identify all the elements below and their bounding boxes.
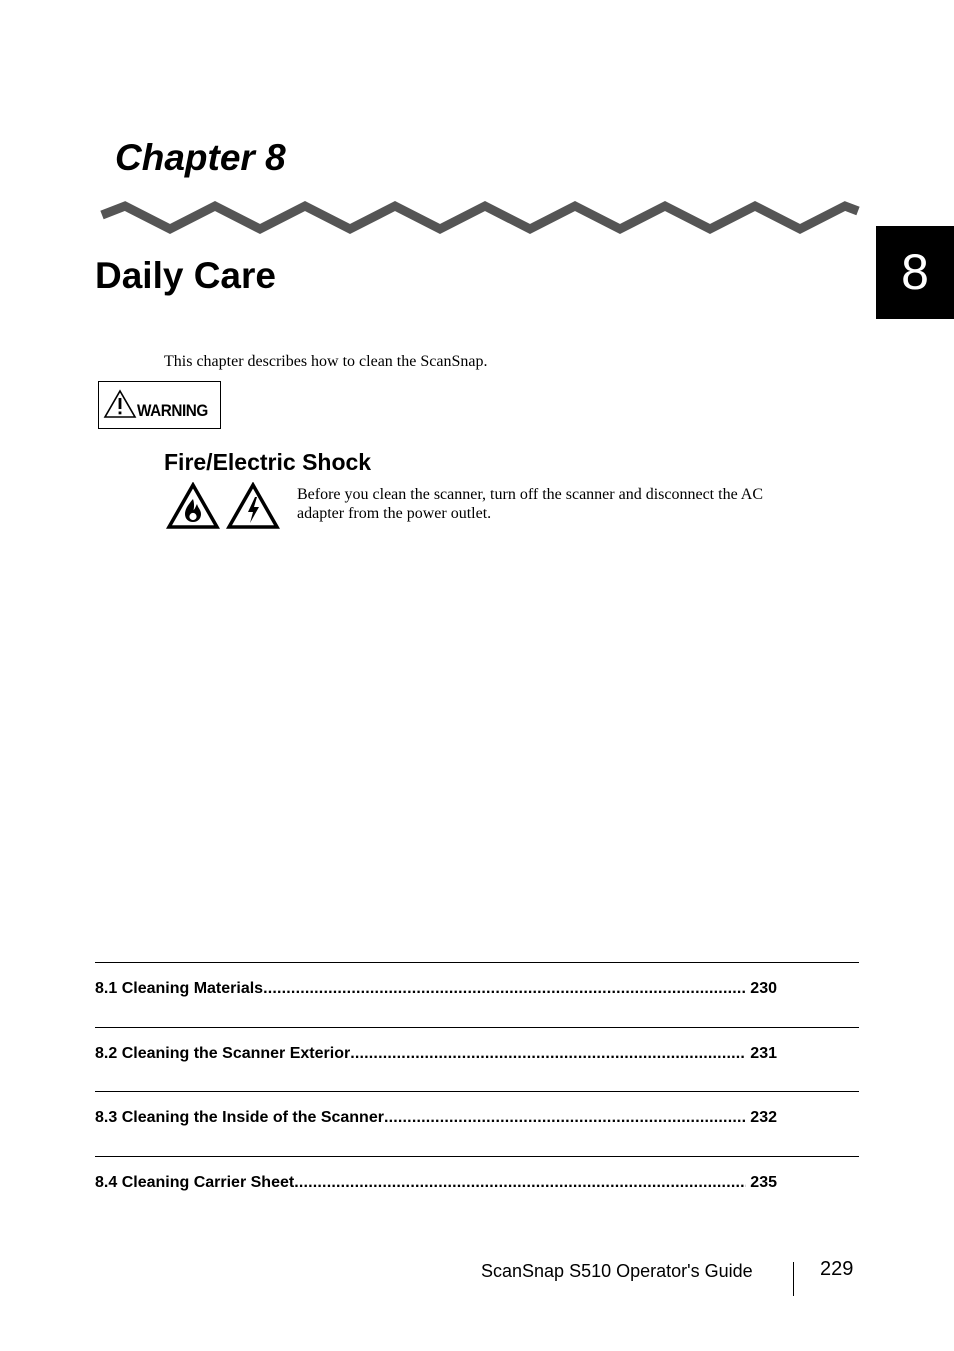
toc-entry-scanner-inside[interactable] (95, 1108, 777, 1128)
toc-title: 8.1 Cleaning Materials (95, 980, 264, 997)
toc-page-number: 231 (750, 1044, 777, 1062)
toc-title: 8.4 Cleaning Carrier Sheet (95, 1173, 295, 1191)
toc-page-number: 230 (750, 980, 777, 997)
footer-guide-title: ScanSnap S510 Operator's Guide (481, 1261, 753, 1281)
toc-leader-dots (294, 1173, 746, 1193)
toc-leader-dots (263, 979, 746, 999)
toc-page-number: 235 (750, 1173, 777, 1191)
toc-entry-scanner-exterior[interactable] (95, 1044, 777, 1064)
chapter-label: Chapter 8 (115, 137, 286, 178)
toc-row (95, 1156, 859, 1221)
toc-page-number: 232 (750, 1109, 777, 1126)
electric-shock-icon (226, 482, 280, 530)
intro-text: This chapter describes how to clean the ScanSnap. (164, 353, 488, 370)
footer-divider (793, 1262, 794, 1296)
toc-row (95, 962, 859, 1027)
toc-title: 8.2 Cleaning the Scanner Exterior (95, 1044, 351, 1062)
footer-page-number: 229 (820, 1258, 854, 1280)
hazard-description: Before you clean the scanner, turn off the scanner and disconnect the AC adapter from the power outlet. (297, 486, 764, 522)
zigzag-divider (98, 198, 860, 240)
toc-entry-carrier-sheet[interactable] (95, 1173, 777, 1193)
toc-row (95, 1027, 859, 1092)
chapter-title: Daily Care (95, 255, 276, 296)
exclamation-triangle-icon (103, 389, 137, 419)
toc-leader-dots (384, 1108, 746, 1128)
toc-leader-dots (350, 1044, 746, 1064)
toc-row (95, 1091, 859, 1156)
toc-entry-cleaning-materials[interactable] (95, 979, 777, 999)
table-of-contents (95, 962, 859, 1220)
chapter-tab: 8 (876, 226, 954, 319)
hazard-icons (166, 482, 280, 530)
warning-label: WARNING (137, 401, 208, 420)
hazard-heading: Fire/Electric Shock (164, 449, 372, 475)
warning-badge (98, 381, 221, 429)
toc-title: 8.3 Cleaning the Inside of the Scanner (95, 1109, 384, 1126)
fire-hazard-icon (166, 482, 220, 530)
